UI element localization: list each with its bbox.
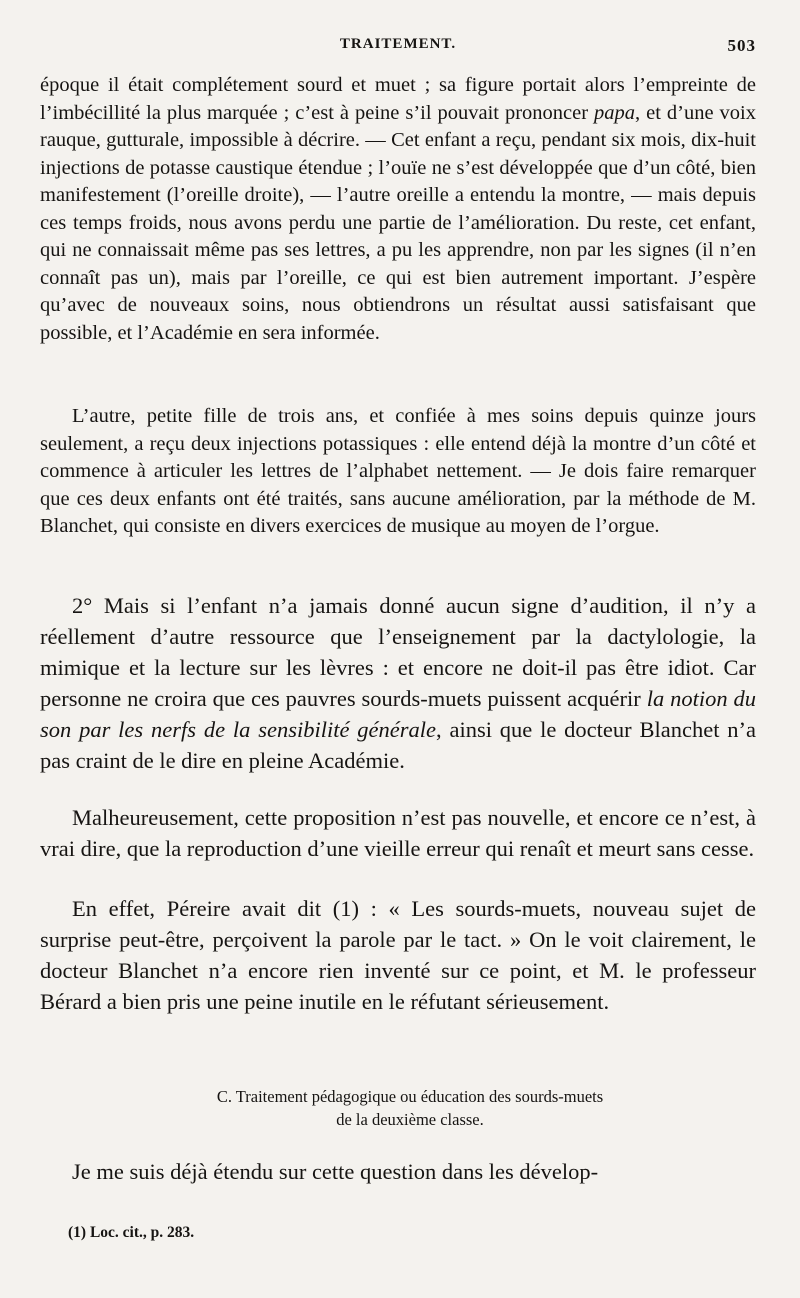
running-title: TRAITEMENT.	[339, 36, 457, 52]
paragraph-3-tail: , ainsi que le docteur Blanchet n’a pas craint de le dire en pleine Académie.	[40, 717, 757, 773]
paragraph-1-italic: papa	[594, 101, 636, 124]
paragraph-5	[40, 893, 756, 1017]
section-heading-line-2: de la deuxième classe.	[336, 1110, 484, 1129]
page-number: 503	[727, 36, 756, 55]
section-heading	[100, 1085, 720, 1131]
page-header	[40, 36, 756, 60]
paragraph-5-text: En effet, Péreire avait dit (1) : « Les sourds-muets, nouveau sujet de surprise peut-être, perçoivent la parole par le tact. » On le voit clairement, le docteur Blanchet n’a encore rien inventé sur ce point, et M. le professeur Bérard a bien pris une peine inutile en le réfutant sérieusement.	[40, 896, 756, 1014]
closing-line	[40, 1156, 756, 1187]
section-heading-line-1: C. Traitement pédagogique ou éducation des sourds-muets	[216, 1087, 604, 1106]
paragraph-2-text: L’autre, petite fille de trois ans, et confiée à mes soins depuis quinze jours seulement, a reçu deux injections potassiques : elle entend déjà la montre d’un côté et commence à articuler les lettres de l’alphabet nettement. — Je dois faire remarquer que ces deux enfants ont été traités, sans aucune amélioration, par la méthode de M. Blanchet, qui consiste en divers exercices de musique au moyen de l’orgue.	[40, 405, 756, 537]
paragraph-3	[40, 590, 756, 776]
footnote: (1) Loc. cit., p. 283.	[68, 1224, 195, 1241]
paragraph-3-text: 2° Mais si l’enfant n’a jamais donné aucun signe d’audition, il n’y a réellement d’autre ressource que l’enseignement par la dactylologie, la mimique et la lecture sur les lèvres : et encore ne doit-il pas être idiot. Car personne ne croira que ces pauvres sourds-muets puissent acquérir	[40, 593, 756, 711]
paragraph-1-tail: , et d’une voix rauque, gutturale, impossible à décrire. — Cet enfant a reçu, pendant six mois, dix-huit injections de potasse caustique étendue ; l’ouïe ne s’est développée que d’un côté, bien manifestement (l’oreille droite), — l’autre oreille a entendu la montre, — mais depuis ces temps froids, nous avons perdu une partie de l’amélioration. Du reste, cet enfant, qui ne connaissait même pas ses lettres, a pu les apprendre, non par les signes (il n’en connaît pas un), mais par l’oreille, ce qui est bien autrement important. J’espère qu’avec de nouveaux soins, nous obtiendrons un résultat aussi satisfaisant que possible, et l’Académie en sera informée.	[40, 101, 756, 344]
closing-line-text: Je me suis déjà étendu sur cette question dans les dévelop-	[72, 1159, 599, 1184]
paragraph-3-italic: la notion du son par les nerfs de la sensibilité générale	[40, 686, 756, 742]
paragraph-1-text: époque il était complétement sourd et muet ; sa figure portait alors l’empreinte de l’imbécillité la plus marquée ; c’est à peine s’il pouvait prononcer	[40, 74, 756, 124]
paragraph-2	[40, 403, 756, 541]
paragraph-4-text: Malheureusement, cette proposition n’est pas nouvelle, et encore ce n’est, à vrai dire, que la reproduction d’une vieille erreur qui renaît et meurt sans cesse.	[40, 805, 756, 861]
paragraph-4	[40, 802, 756, 864]
paragraph-1	[40, 72, 756, 347]
